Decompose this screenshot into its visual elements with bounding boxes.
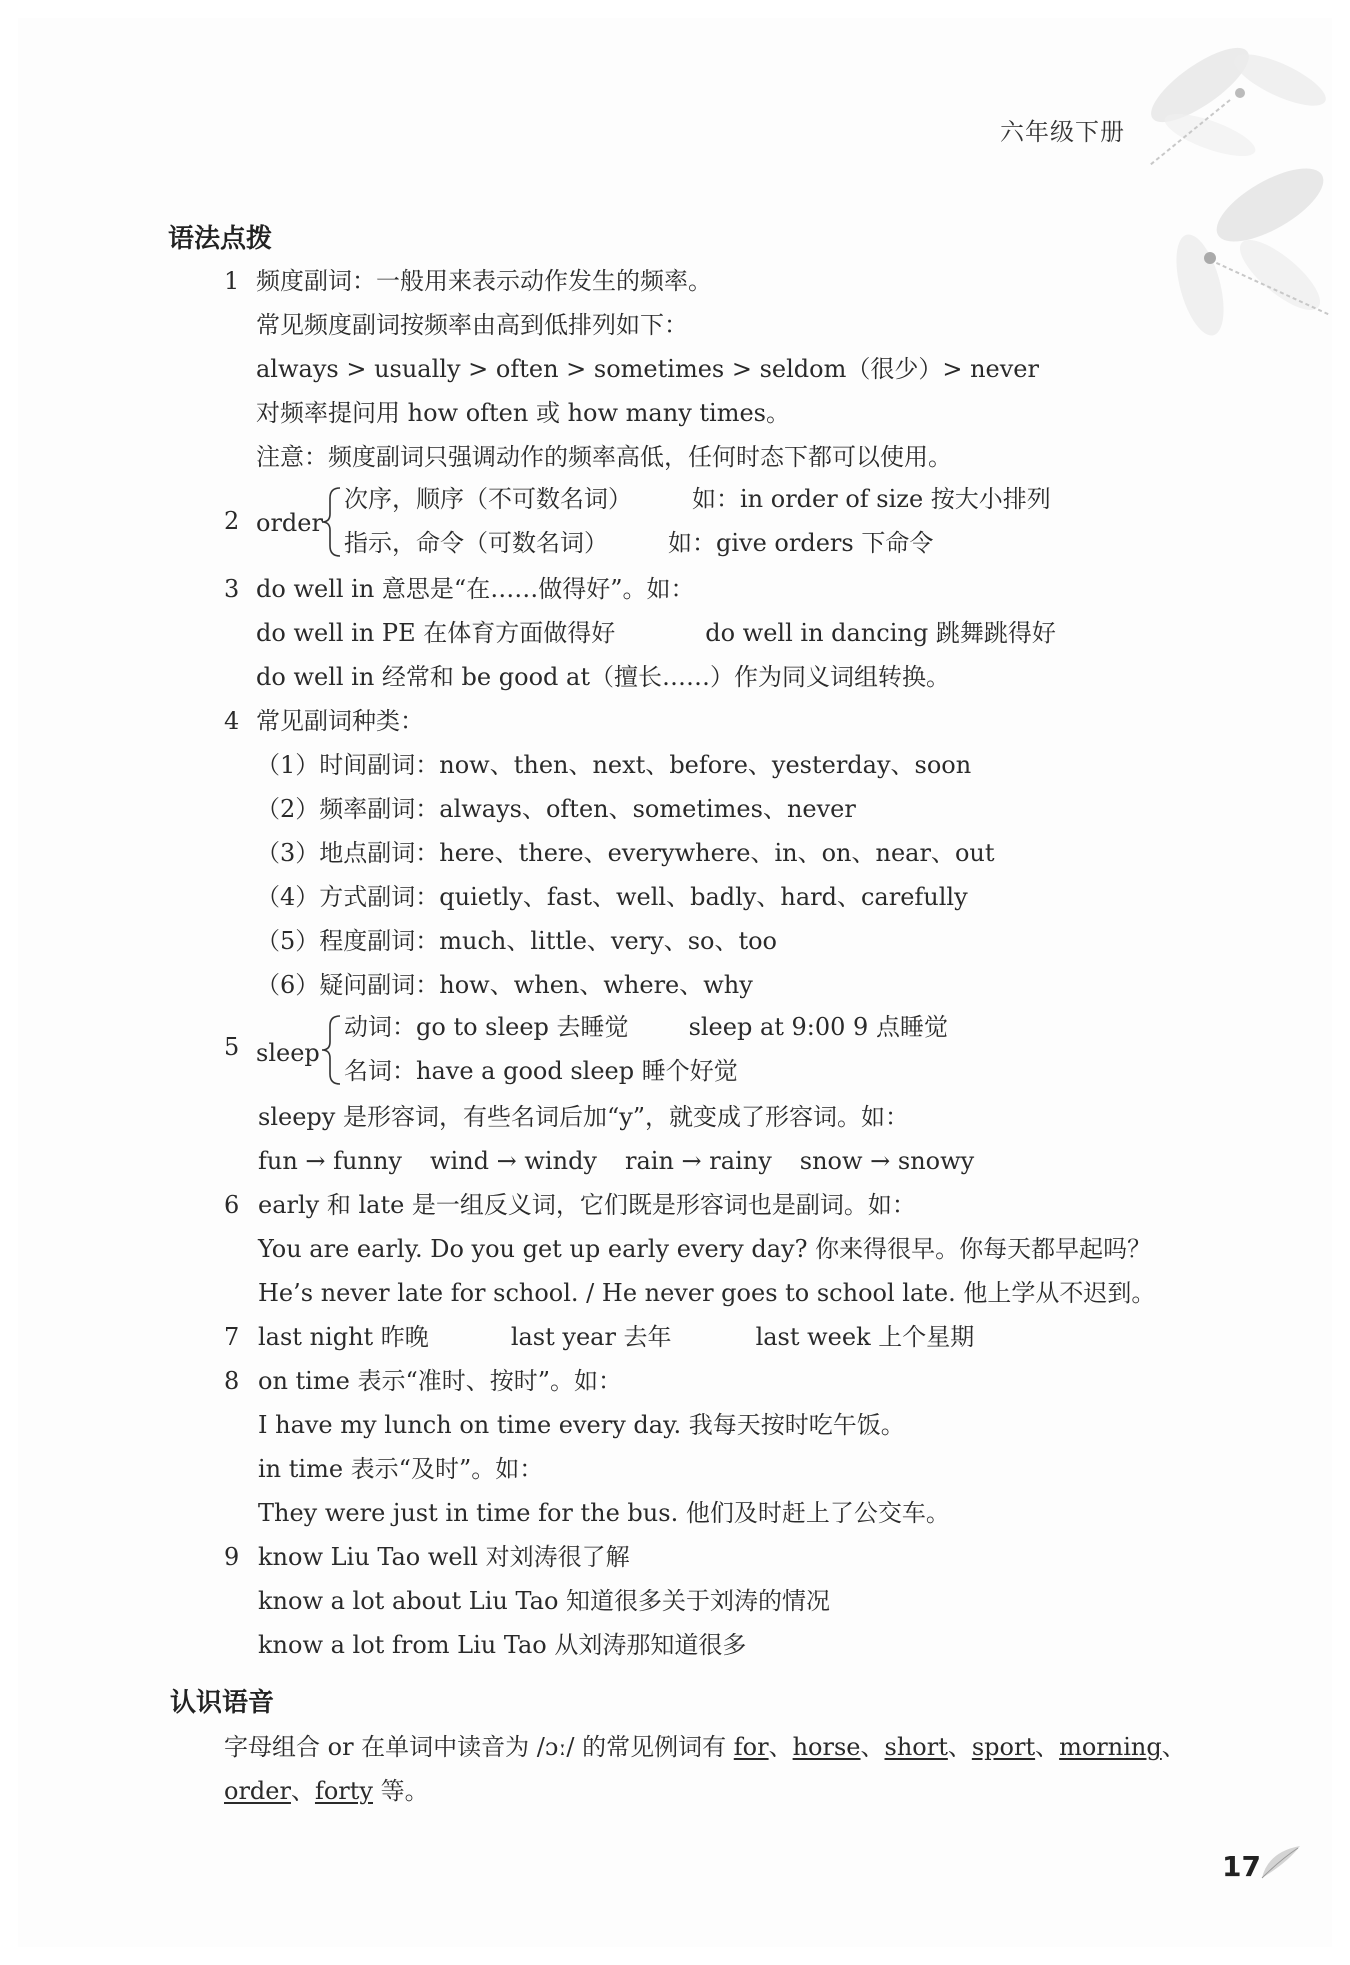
item2-line: [344, 484, 1051, 514]
item5-line: 名词：have a good sleep 睡个好觉: [344, 1057, 738, 1085]
brace-icon: [320, 486, 342, 558]
adverb-type-row: （3）地点副词：here、there、everywhere、in、on、near、out: [256, 839, 995, 867]
phonics-line: [224, 1776, 429, 1806]
item2-line1a: 次序，顺序（不可数名词）: [344, 485, 632, 513]
item-number: 6: [224, 1191, 240, 1219]
example-word: order: [224, 1777, 291, 1805]
leaf-icon: [1258, 1842, 1304, 1882]
item3-line: [256, 618, 1056, 648]
item5-line1b: sleep at 9:00 9 点睡觉: [688, 1013, 948, 1041]
separator: 、: [1035, 1733, 1060, 1761]
example-word: for: [733, 1733, 769, 1761]
word-pair: rain → rainy: [625, 1147, 772, 1175]
item1-line: 频度副词：一般用来表示动作发生的频率。: [256, 267, 712, 295]
item8-line: in time 表示“及时”。如：: [258, 1455, 544, 1483]
item-number: 2: [224, 507, 240, 535]
example-word: forty: [314, 1777, 373, 1805]
item1-line: 注意：频度副词只强调动作的频率高低，任何时态下都可以使用。: [256, 443, 952, 471]
separator: 、: [1161, 1733, 1186, 1761]
item-number: 4: [224, 707, 240, 735]
item-number: 3: [224, 575, 240, 603]
item3-line: do well in 意思是“在……做得好”。如：: [256, 575, 695, 603]
item5-line: sleepy 是形容词，有些名词后加“y”，就变成了形容词。如：: [258, 1103, 910, 1131]
item2-line: [344, 528, 933, 558]
example-word: sport: [971, 1733, 1036, 1761]
item3-line2b: do well in dancing 跳舞跳得好: [705, 619, 1056, 647]
item6-line: He’s never late for school. / He never goes to school late. 他上学从不迟到。: [258, 1279, 1156, 1307]
item3-line: do well in 经常和 be good at（擅长……）作为同义词组转换。: [256, 663, 950, 691]
word-pair: fun → funny: [258, 1147, 402, 1175]
phrase: last year 去年: [510, 1323, 672, 1351]
adverb-type-row: （4）方式副词：quietly、fast、well、badly、hard、carefully: [256, 883, 968, 911]
phonics-end: 等。: [380, 1777, 429, 1805]
item8-line: on time 表示“准时、按时”。如：: [258, 1367, 622, 1395]
item2-line2a: 指示，命令（可数名词）: [344, 529, 608, 557]
item-number: 9: [224, 1543, 240, 1571]
item1-line: 对频率提问用 how often 或 how many times。: [256, 399, 790, 427]
item-number: 5: [224, 1033, 240, 1061]
item5-word: sleep: [256, 1039, 320, 1067]
brace-icon: [320, 1014, 342, 1086]
adverb-type-row: （2）频率副词：always、often、sometimes、never: [256, 795, 856, 823]
adverb-type-row: （6）疑问副词：how、when、where、why: [256, 971, 753, 999]
item9-line: know Liu Tao well 对刘涛很了解: [258, 1543, 630, 1571]
phonics-section-title: 认识语音: [170, 1688, 275, 1718]
grade-label: 六年级下册: [1000, 118, 1125, 146]
item5-line: [344, 1012, 948, 1042]
item-number: 1: [224, 267, 240, 295]
item7-line: [258, 1322, 974, 1352]
item8-line: I have my lunch on time every day. 我每天按时吃午饭。: [258, 1411, 905, 1439]
item2-line1b: 如：in order of size 按大小排列: [692, 485, 1051, 513]
word-pair: snow → snowy: [799, 1147, 975, 1175]
dragonfly-decoration-top: [1130, 30, 1340, 170]
example-word: morning: [1059, 1733, 1162, 1761]
adverb-type-row: （5）程度副词：much、little、very、so、too: [256, 927, 778, 955]
item1-line: always > usually > often > sometimes > seldom（很少）> never: [256, 355, 1039, 383]
word-pair: wind → windy: [429, 1147, 597, 1175]
grammar-section-title: 语法点拨: [168, 224, 273, 254]
item-number: 8: [224, 1367, 240, 1395]
separator: 、: [860, 1733, 885, 1761]
separator: 、: [290, 1777, 315, 1805]
item3-line2a: do well in PE 在体育方面做得好: [256, 619, 616, 647]
item1-line: 常见频度副词按频率由高到低排列如下：: [256, 311, 688, 339]
example-word: short: [884, 1733, 948, 1761]
item2-line2b: 如：give orders 下命令: [668, 529, 934, 557]
item6-line: early 和 late 是一组反义词，它们既是形容词也是副词。如：: [258, 1191, 916, 1219]
page-number: 17: [1222, 1850, 1261, 1883]
phrase: last night 昨晚: [258, 1323, 429, 1351]
separator: 、: [768, 1733, 793, 1761]
dragonfly-decoration-bottom: [1140, 165, 1340, 375]
example-word: horse: [792, 1733, 861, 1761]
item9-line: know a lot from Liu Tao 从刘涛那知道很多: [258, 1631, 747, 1659]
item-number: 7: [224, 1323, 240, 1351]
item5-line1a: 动词：go to sleep 去睡觉: [344, 1013, 629, 1041]
phonics-line: [224, 1732, 1186, 1762]
item9-line: know a lot about Liu Tao 知道很多关于刘涛的情况: [258, 1587, 831, 1615]
item6-line: You are early. Do you get up early every day? 你来得很早。你每天都早起吗？: [258, 1235, 1152, 1263]
adverb-type-row: （1）时间副词：now、then、next、before、yesterday、soon: [256, 751, 972, 779]
phrase: last week 上个星期: [755, 1323, 975, 1351]
item8-line: They were just in time for the bus. 他们及时赶上了公交车。: [258, 1499, 950, 1527]
item5-examples: [258, 1146, 974, 1176]
item4-title: 常见副词种类：: [256, 707, 424, 735]
item2-word: order: [256, 509, 323, 537]
separator: 、: [947, 1733, 972, 1761]
phonics-intro: 字母组合 or 在单词中读音为 /ɔː/ 的常见例词有: [224, 1733, 727, 1761]
